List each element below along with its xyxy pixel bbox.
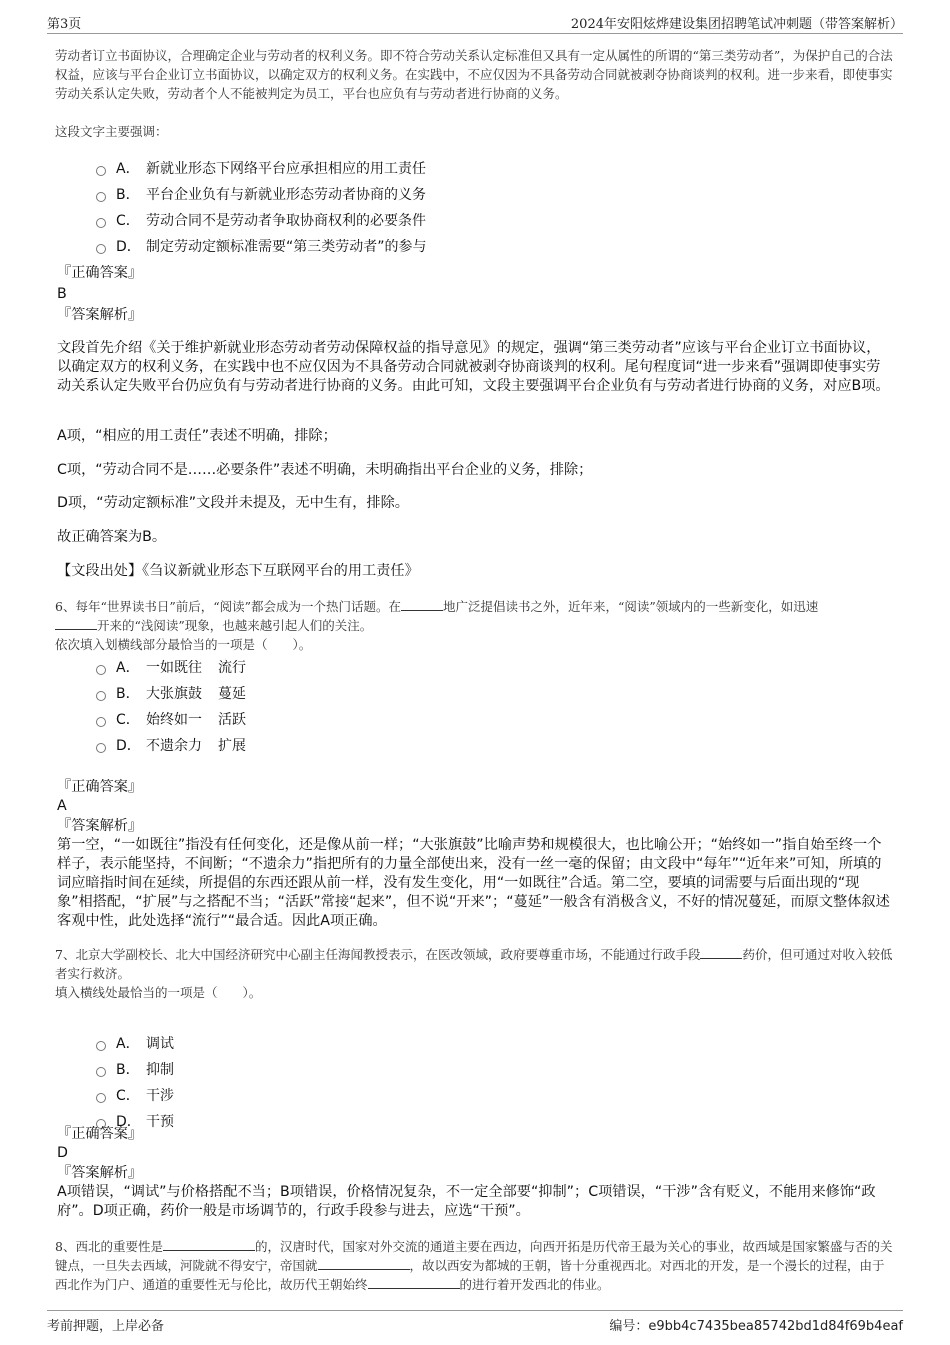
q5-passage: 劳动者订立书面协议，合理确定企业与劳动者的权利义务。即不符合劳动关系认定标准但又具有一定从属性的所谓的“第三类劳动者”，为保护自己的合法权益，应该与平台企业订立书面协议，以确定双方的权利义务。在实践中，不应仅因为不具备劳动合同就被剥夺协商谈判的权利。进一步来看，即使事实劳动关系认定失败，劳动者个人不能被判定为员工，平台也应负有与劳动者进行协商的义务。 [55, 48, 893, 101]
q5-note-c: C项，“劳动合同不是……必要条件”表述不明确，未明确指出平台企业的义务，排除； [57, 462, 593, 478]
radio-button[interactable] [96, 665, 106, 675]
q5-note-a: A项，“相应的用工责任”表述不明确，排除； [57, 428, 337, 444]
q6-option-b[interactable]: B． 大张旗鼓 蔓延 [96, 680, 246, 706]
q7-option-d[interactable]: D． 干预 [96, 1108, 174, 1134]
q5-source: 【文段出处】《刍议新就业形态下互联网平台的用工责任》 [57, 563, 419, 579]
fill-blank [318, 1257, 410, 1270]
q7-option-a[interactable]: A． 调试 [96, 1030, 174, 1056]
q6-options [96, 654, 246, 758]
fill-blank [55, 617, 97, 630]
q6-stem: 6、每年“世界读书日”前后，“阅读”都会成为一个热门话题。在 地广泛提倡读书之外，近年来，“阅读”领域内的一些新变化，如迅速 开来的“浅阅读”现象，也越来越引起人们的关注。 依次填入划横线部分最恰当的一项是（ ）。 [55, 599, 819, 652]
document-id: 编号：e9bb4c7435bea85742bd1d84f69b4eaf [609, 1319, 903, 1334]
radio-button[interactable] [96, 743, 106, 753]
q5-option-a[interactable]: A． 新就业形态下网络平台应承担相应的用工责任 [96, 155, 427, 181]
q7-option-b[interactable]: B． 抑制 [96, 1056, 174, 1082]
page-footer [47, 1310, 903, 1335]
q6-answer: A [57, 798, 67, 814]
fill-blank [368, 1276, 460, 1289]
q5-answer: B [57, 286, 67, 302]
radio-button[interactable] [96, 1041, 106, 1051]
q5-options [96, 155, 427, 259]
fill-blank [401, 598, 443, 611]
q5-analysis: 文段首先介绍《关于维护新就业形态劳动者劳动保障权益的指导意见》的规定，强调“第三类劳动者”应该与平台企业订立书面协议，以确定双方的权利义务，在实践中也不应仅因为不具备劳动合同就被剥夺协商谈判的权利。尾句程度词“进一步来看”强调即使事实劳动关系认定失败平台仍应负有与劳动者进行协商的义务。由此可知，文段主要强调平台企业负有与劳动者进行协商的义务，对应B项。 [57, 340, 890, 394]
radio-button[interactable] [96, 244, 106, 254]
fill-blank [700, 946, 742, 959]
footer-slogan: 考前押题，上岸必备 [47, 1319, 165, 1334]
q5-note-d: D项，“劳动定额标准”文段并未提及，无中生有，排除。 [57, 495, 409, 511]
fill-blank [163, 1238, 255, 1251]
q6-analysis-label: 『答案解析』 [57, 818, 143, 834]
radio-button[interactable] [96, 691, 106, 701]
q7-analysis: A项错误，“调试”与价格搭配不当；B项错误，价格情况复杂，不一定全部要“抑制”；C项错误，“干涉”含有贬义，不能用来修饰“政府”。D项正确，药价一般是市场调节的，行政手段参与进去，应选“干预”。 [57, 1184, 876, 1219]
q5-conclusion: 故正确答案为B。 [57, 529, 167, 545]
radio-button[interactable] [96, 717, 106, 727]
q5-analysis-label: 『答案解析』 [57, 307, 143, 323]
q6-option-a[interactable]: A． 一如既往 流行 [96, 654, 246, 680]
q7-answer: D [57, 1145, 68, 1161]
document-title: 2024年安阳炫烨建设集团招聘笔试冲刺题（带答案解析） [570, 17, 903, 32]
radio-button[interactable] [96, 1067, 106, 1077]
page-header [47, 13, 903, 34]
q5-answer-label: 『正确答案』 [57, 265, 143, 281]
q5-prompt: 这段文字主要强调： [55, 124, 168, 139]
q6-option-d[interactable]: D． 不遗余力 扩展 [96, 732, 246, 758]
q6-answer-label: 『正确答案』 [57, 779, 143, 795]
q5-option-b[interactable]: B． 平台企业负有与新就业形态劳动者协商的义务 [96, 181, 427, 207]
q7-option-c[interactable]: C． 干涉 [96, 1082, 174, 1108]
q7-analysis-label: 『答案解析』 [57, 1165, 143, 1181]
q7-options [96, 1030, 174, 1134]
radio-button[interactable] [96, 1093, 106, 1103]
q5-option-c[interactable]: C． 劳动合同不是劳动者争取协商权利的必要条件 [96, 207, 427, 233]
page-number: 第3页 [47, 17, 82, 32]
q7-stem: 7、北京大学副校长、北大中国经济研究中心副主任海闻教授表示，在医改领域，政府要尊重市场，不能通过行政手段 药价，但可通过对收入较低者实行救济。 填入横线处最恰当的一项是（ ）。 [55, 947, 893, 1000]
q5-option-d[interactable]: D． 制定劳动定额标准需要“第三类劳动者”的参与 [96, 233, 427, 259]
q7-answer-label: 『正确答案』 [57, 1126, 143, 1142]
radio-button[interactable] [96, 166, 106, 176]
q6-analysis: 第一空，“一如既往”指没有任何变化，还是像从前一样；“大张旗鼓”比喻声势和规模很大，也比喻公开；“始终如一”指自始至终一个样子，表示能坚持，不间断；“不遗余力”指把所有的力量全部使出来，没有一丝一毫的保留；由文段中“每年”“近年来”可知，所填的词应暗指时间在延续，所提倡的东西还跟从前一样，没有发生变化，用“一如既往”合适。第二空，要填的词需要与后面出现的“现象”相搭配，“扩展”与之搭配不当；“活跃”常接“起来”，但不说“开来”；“蔓延”一般含有消极含义，不好的情况蔓延，而原文整体叙述客观中性，此处选择“流行”“最合适。因此A项正确。 [57, 837, 890, 929]
radio-button[interactable] [96, 218, 106, 228]
q6-option-c[interactable]: C． 始终如一 活跃 [96, 706, 246, 732]
q8-stem: 8、西北的重要性是 的，汉唐时代，国家对外交流的通道主要在西边，向西开拓是历代帝王最为关心的事业，故西域是国家繁盛与否的关键点，一旦失去西域，河陇就不得安宁，帝国就 ，故以西安为都城的王朝，皆十分重视西北。对西北的开发，是一个漫长的过程，由于西北作为门户、通道的重要性无与伦比，故历代王朝始终 的进行着开发西北的伟业。 [55, 1239, 893, 1292]
radio-button[interactable] [96, 192, 106, 202]
